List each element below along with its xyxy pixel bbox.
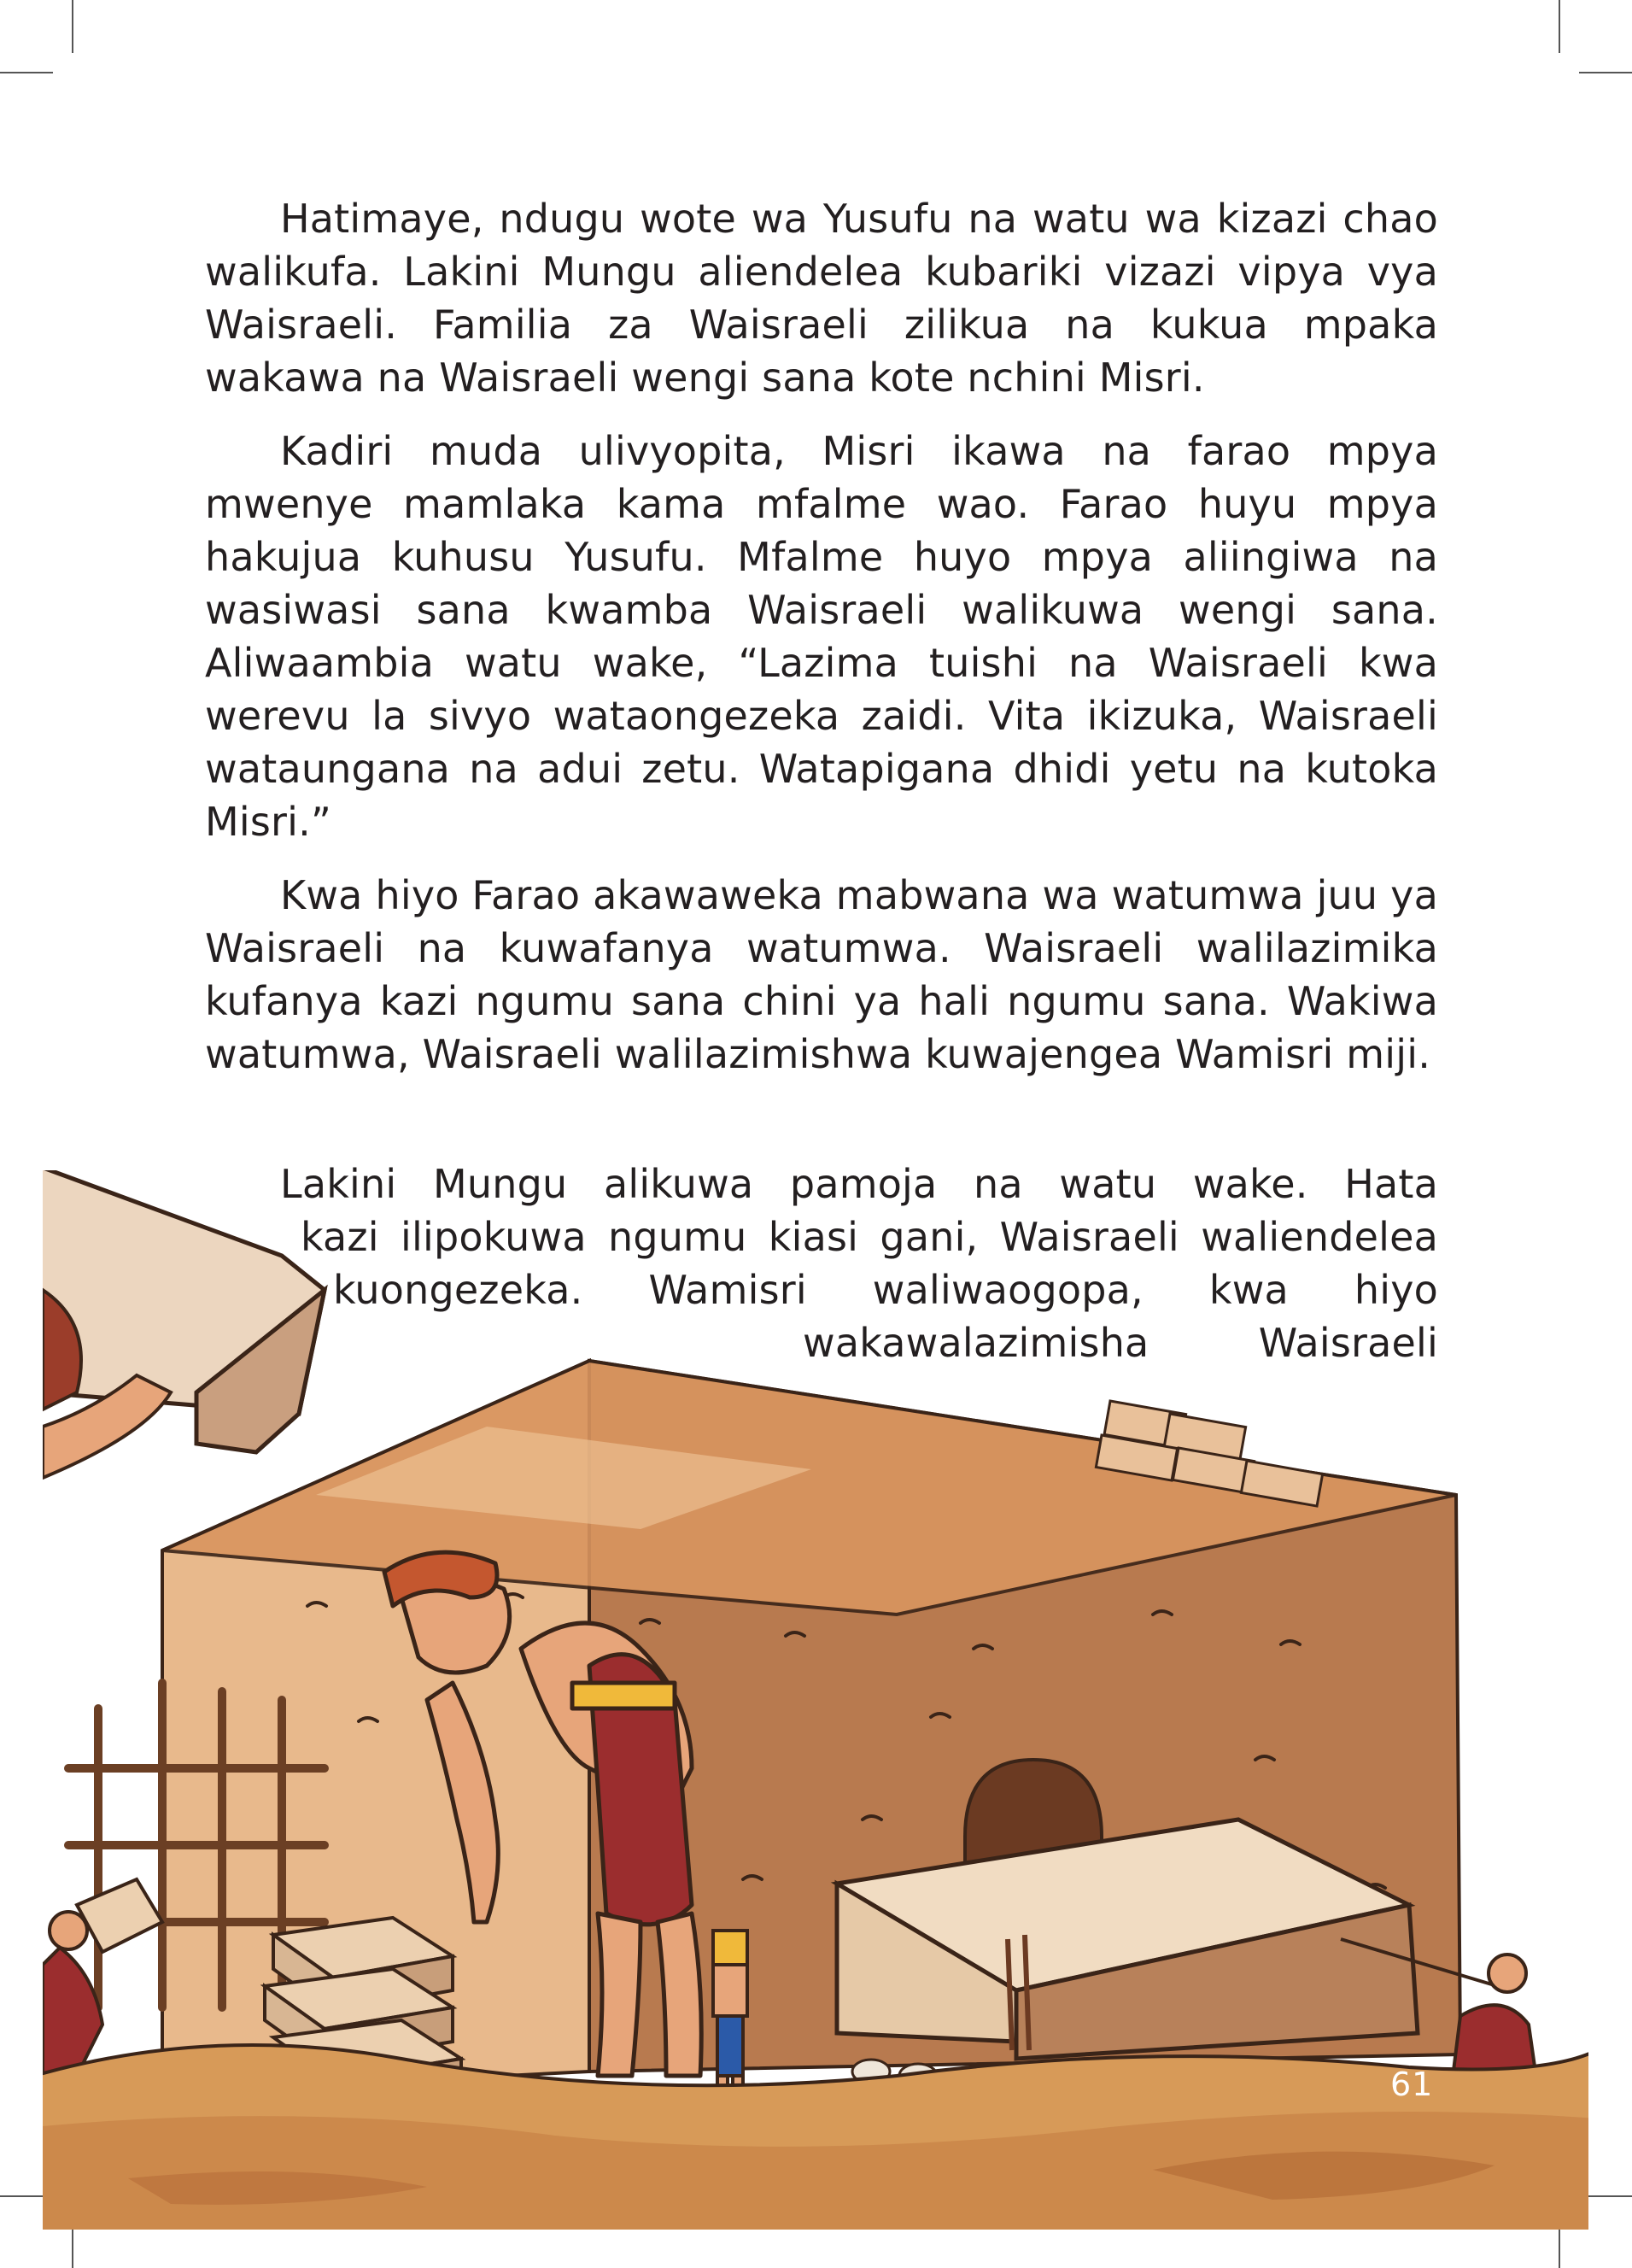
crop-mark-top-left-v (72, 0, 73, 53)
story-text (205, 192, 1438, 1101)
paragraph-4-line-1: Lakini Mungu alikuwa pamoja na watu wake. Hata (280, 1161, 1438, 1207)
crop-mark-top-right-v (1559, 0, 1560, 53)
crop-mark-top-right-h (1579, 72, 1632, 73)
paragraph-1: Hatimaye, ndugu wote wa Yusufu na watu wa kizazi chao walikufa. Lakini Mungu aliendelea kubariki vizazi vipya vya Waisraeli. Familia za Waisraeli zilikua na kukua mpaka wakawa na Waisraeli wengi sana kote nchini Misri. (205, 196, 1438, 401)
paragraph-4-line-4: wakawalazimisha Waisraeli (803, 1320, 1438, 1366)
paragraph-3: Kwa hiyo Farao akawaweka mabwana wa watumwa juu ya Waisraeli na kuwafanya watumwa. Waisraeli walilazimika kufanya kazi ngumu sana chini ya hali ngumu sana. Wakiwa watumwa, Waisraeli walilazimishwa kuwajengea Wamisri miji. (205, 872, 1438, 1077)
paragraph-2: Kadiri muda ulivyopita, Misri ikawa na farao mpya mwenye mamlaka kama mfalme wao. Farao huyu mpya hakujua kuhusu Yusufu. Mfalme huyo mpya aliingiwa na wasiwasi sana kwamba Waisraeli walikuwa wengi sana. Aliwaambia watu wake, “Lazima tuishi na Waisraeli kwa werevu la sivyo wataongezeka zaidi. Vita ikizuka, Waisraeli wataungana na adui zetu. Watapigana dhidi yetu na kutoka Misri.” (205, 428, 1438, 845)
paragraph-4-line-3: kuongezeka. Wamisri waliwaogopa, kwa hiyo (333, 1267, 1438, 1313)
paragraph-4-line-2: kazi ilipokuwa ngumu kiasi gani, Waisraeli waliendelea (301, 1214, 1438, 1260)
crop-mark-top-left-h (0, 72, 53, 73)
paragraph-4 (205, 1157, 1438, 1369)
page-number: 61 (1390, 2066, 1434, 2103)
